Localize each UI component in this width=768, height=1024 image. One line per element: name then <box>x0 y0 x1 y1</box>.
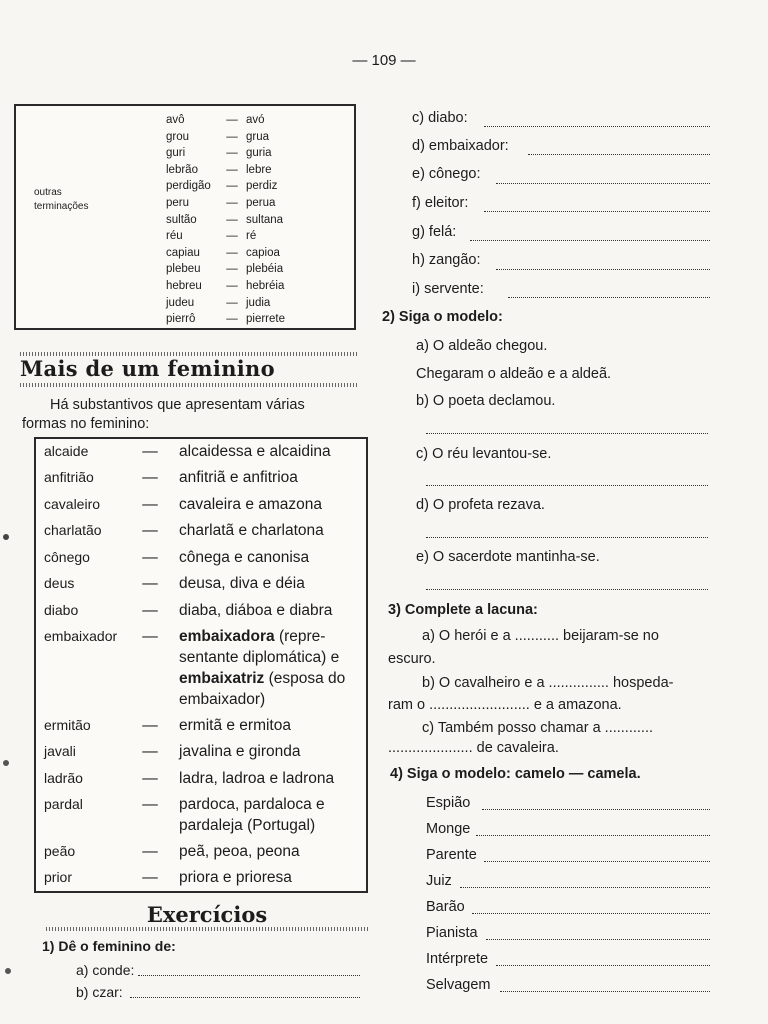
dash: — <box>142 575 158 592</box>
feminine-word: sultana <box>246 213 284 226</box>
q1-title: 1) Dê o feminino de: <box>42 938 176 954</box>
masculine-word: prior <box>44 869 73 885</box>
dash: — <box>226 114 238 126</box>
feminine-word: pierrete <box>246 313 285 326</box>
terminations-box <box>14 104 356 330</box>
feminine-forms: javalina e gironda <box>179 743 301 760</box>
feminine-forms: cavaleira e amazona <box>179 496 323 513</box>
masculine-word: plebeu <box>166 263 201 276</box>
q4-item-blank[interactable] <box>486 939 710 940</box>
masculine-word: cavaleiro <box>44 496 101 512</box>
termination-row <box>166 178 277 195</box>
feminine-word: plebéia <box>246 263 284 276</box>
q4-item: Intérprete <box>426 951 489 967</box>
feminine-word: guria <box>246 147 272 160</box>
q4-item-blank[interactable] <box>484 861 710 862</box>
feminine-word: capioa <box>246 246 280 259</box>
q1-item-h-blank[interactable] <box>496 269 710 270</box>
dash: — <box>142 770 158 787</box>
dash: — <box>142 717 158 734</box>
q4-item: Juiz <box>426 873 452 889</box>
q2-item-d: d) O profeta rezava. <box>416 497 545 513</box>
masculine-word: avô <box>166 114 185 126</box>
q2-item-c: c) O réu levantou-se. <box>416 446 552 462</box>
masculine-word: embaixador <box>44 628 118 644</box>
q1-item-c: c) diabo: <box>412 110 468 126</box>
q1-item-e: e) cônego: <box>412 166 481 182</box>
masculine-word: sultão <box>166 213 197 226</box>
q2-item-e: e) O sacerdote mantinha-se. <box>416 549 600 565</box>
masculine-word: cônego <box>44 549 90 565</box>
masculine-word: peão <box>44 843 76 859</box>
q2-title: 2) Siga o modelo: <box>382 309 503 325</box>
exercises-title: Exercícios <box>146 902 268 927</box>
feminine-word: ré <box>246 230 257 243</box>
dash: — <box>142 869 158 886</box>
termination-row <box>166 162 272 179</box>
binder-hole-mark <box>5 968 11 974</box>
dash: — <box>226 230 238 243</box>
feminine-word: hebréia <box>246 280 285 292</box>
feminine-forms: anfitriã e anfitrioa <box>179 469 298 486</box>
masculine-word: anfitrião <box>44 469 94 485</box>
dash: — <box>226 246 238 259</box>
feminine-forms-table <box>34 437 368 893</box>
feminine-forms: ermitã e ermitoa <box>179 717 291 734</box>
q1-item-c-blank[interactable] <box>484 126 710 127</box>
feminine-forms: deusa, diva e déia <box>179 575 305 592</box>
q4-item-blank[interactable] <box>472 913 710 914</box>
page-number: — 109 — <box>352 52 416 69</box>
q2-item-e-blank[interactable] <box>426 589 708 590</box>
termination-row <box>166 278 284 295</box>
feminine-forms: embaixadora (repre- sentante diplomática) e embaixatriz (esposa do embaixador) <box>179 628 346 708</box>
feminine-forms: charlatã e charlatona <box>179 522 324 539</box>
q4-item: Parente <box>426 847 477 863</box>
feminine-forms: diaba, diáboa e diabra <box>179 602 333 619</box>
q1-item-f: f) eleitor: <box>412 195 469 211</box>
binder-hole-mark <box>3 760 9 766</box>
q2-model: a) O aldeão chegou. <box>416 338 548 354</box>
q2-model-answer: Chegaram o aldeão e a aldeã. <box>416 366 612 382</box>
q1-item-h: h) zangão: <box>412 252 481 268</box>
q1-item-b-blank[interactable] <box>130 997 360 998</box>
q2-item-d-blank[interactable] <box>426 537 708 538</box>
q3-title: 3) Complete a lacuna: <box>388 602 538 618</box>
dash: — <box>226 197 238 209</box>
feminine-forms: peã, peoa, peona <box>179 843 300 860</box>
q4-item-blank[interactable] <box>496 965 710 966</box>
feminine-word: avó <box>246 114 265 126</box>
feminine-forms: pardoca, pardaloca e pardaleja (Portugal) <box>179 796 325 834</box>
q4-item-blank[interactable] <box>476 835 710 836</box>
q4-item: Espião <box>426 795 471 811</box>
q3-a-line2: escuro. <box>388 651 436 667</box>
q1-item-f-blank[interactable] <box>484 211 710 212</box>
dash: — <box>226 163 238 176</box>
q4-item: Barão <box>426 899 465 915</box>
q2-item-b: b) O poeta declamou. <box>416 393 556 409</box>
q1-item-i-blank[interactable] <box>508 297 710 298</box>
termination-row <box>166 145 272 162</box>
q1-item-d: d) embaixador: <box>412 138 509 154</box>
q3-c-line2: ..................... de cavaleira. <box>388 740 559 756</box>
dash: — <box>142 796 158 813</box>
q1-item-i: i) servente: <box>412 281 484 297</box>
heading-rule-bottom <box>20 383 358 387</box>
feminine-word: perua <box>246 197 276 209</box>
feminine-word: lebre <box>246 163 272 176</box>
q4-item-blank[interactable] <box>482 809 710 810</box>
dash: — <box>226 263 238 276</box>
termination-row <box>166 112 265 129</box>
masculine-word: peru <box>166 197 190 209</box>
termination-row <box>166 295 270 312</box>
intro-text: Há substantivos que apresentam várias formas no feminino: <box>22 397 305 432</box>
dash: — <box>142 496 158 513</box>
q4-title: 4) Siga o modelo: camelo — camela. <box>390 766 641 782</box>
feminine-forms: ladra, ladroa e ladrona <box>179 770 335 787</box>
q1-item-a: a) conde: <box>76 962 135 978</box>
terminations-label: outras terminações <box>34 187 89 212</box>
dash: — <box>142 843 158 860</box>
termination-row <box>166 311 285 328</box>
masculine-word: lebrão <box>166 163 198 176</box>
masculine-word: hebreu <box>166 280 202 292</box>
q2-item-c-blank[interactable] <box>426 485 708 486</box>
binder-hole-mark <box>3 534 9 540</box>
q2-item-b-blank[interactable] <box>426 433 708 434</box>
dash: — <box>142 628 158 645</box>
dash: — <box>142 522 158 539</box>
masculine-word: capiau <box>166 246 200 259</box>
dash: — <box>142 602 158 619</box>
q1-item-g-blank[interactable] <box>470 240 710 241</box>
q4-item: Monge <box>426 821 471 837</box>
termination-row <box>166 245 280 262</box>
dash: — <box>226 147 238 160</box>
section-heading: Mais de um feminino <box>20 356 275 381</box>
masculine-word: javali <box>44 743 76 759</box>
dash: — <box>142 443 158 460</box>
masculine-word: diabo <box>44 602 79 618</box>
dash: — <box>142 549 158 566</box>
dash: — <box>226 296 238 309</box>
q4-item: Selvagem <box>426 977 491 993</box>
masculine-word: deus <box>44 575 75 591</box>
masculine-word: alcaide <box>44 443 89 459</box>
termination-row <box>166 228 256 245</box>
dash: — <box>226 213 238 226</box>
q3-c-line1: c) Também posso chamar a ............ <box>422 720 654 736</box>
q3-a-line1: a) O herói e a ........... beijaram-se no <box>422 628 659 644</box>
q1-item-d-blank[interactable] <box>528 154 710 155</box>
masculine-word: guri <box>166 147 186 160</box>
termination-row <box>166 129 269 146</box>
feminine-word: grua <box>246 130 270 143</box>
q4-item-blank[interactable] <box>460 887 710 888</box>
dash: — <box>226 280 238 292</box>
masculine-word: ladrão <box>44 770 83 786</box>
feminine-word: judia <box>246 296 271 309</box>
dash: — <box>142 743 158 760</box>
q1-item-b: b) czar: <box>76 984 123 1000</box>
q1-item-g: g) felá: <box>412 224 457 240</box>
dash: — <box>226 180 238 193</box>
masculine-word: perdigão <box>166 180 211 193</box>
masculine-word: pierrô <box>166 313 196 326</box>
q4-item: Pianista <box>426 925 478 941</box>
dash: — <box>142 469 158 486</box>
q3-b-line2: ram o ......................... e a amazona. <box>388 697 622 713</box>
termination-row <box>166 261 283 278</box>
feminine-forms: priora e prioresa <box>179 869 292 886</box>
dash: — <box>226 313 238 326</box>
termination-row <box>166 212 283 229</box>
feminine-forms: alcaidessa e alcaidina <box>179 443 331 460</box>
masculine-word: réu <box>166 230 183 243</box>
q3-b-line1: b) O cavalheiro e a ............... hospeda- <box>422 675 674 691</box>
masculine-word: pardal <box>44 796 83 812</box>
termination-row <box>166 195 275 212</box>
q1-item-e-blank[interactable] <box>496 183 710 184</box>
exercises-rule <box>46 927 368 931</box>
feminine-forms: cônega e canonisa <box>179 549 310 566</box>
q4-item-blank[interactable] <box>500 991 710 992</box>
feminine-word: perdiz <box>246 180 278 193</box>
dash: — <box>226 130 238 143</box>
q1-item-a-blank[interactable] <box>138 975 360 976</box>
masculine-word: ermitão <box>44 717 91 733</box>
masculine-word: judeu <box>166 296 195 309</box>
masculine-word: grou <box>166 130 190 143</box>
masculine-word: charlatão <box>44 522 102 538</box>
